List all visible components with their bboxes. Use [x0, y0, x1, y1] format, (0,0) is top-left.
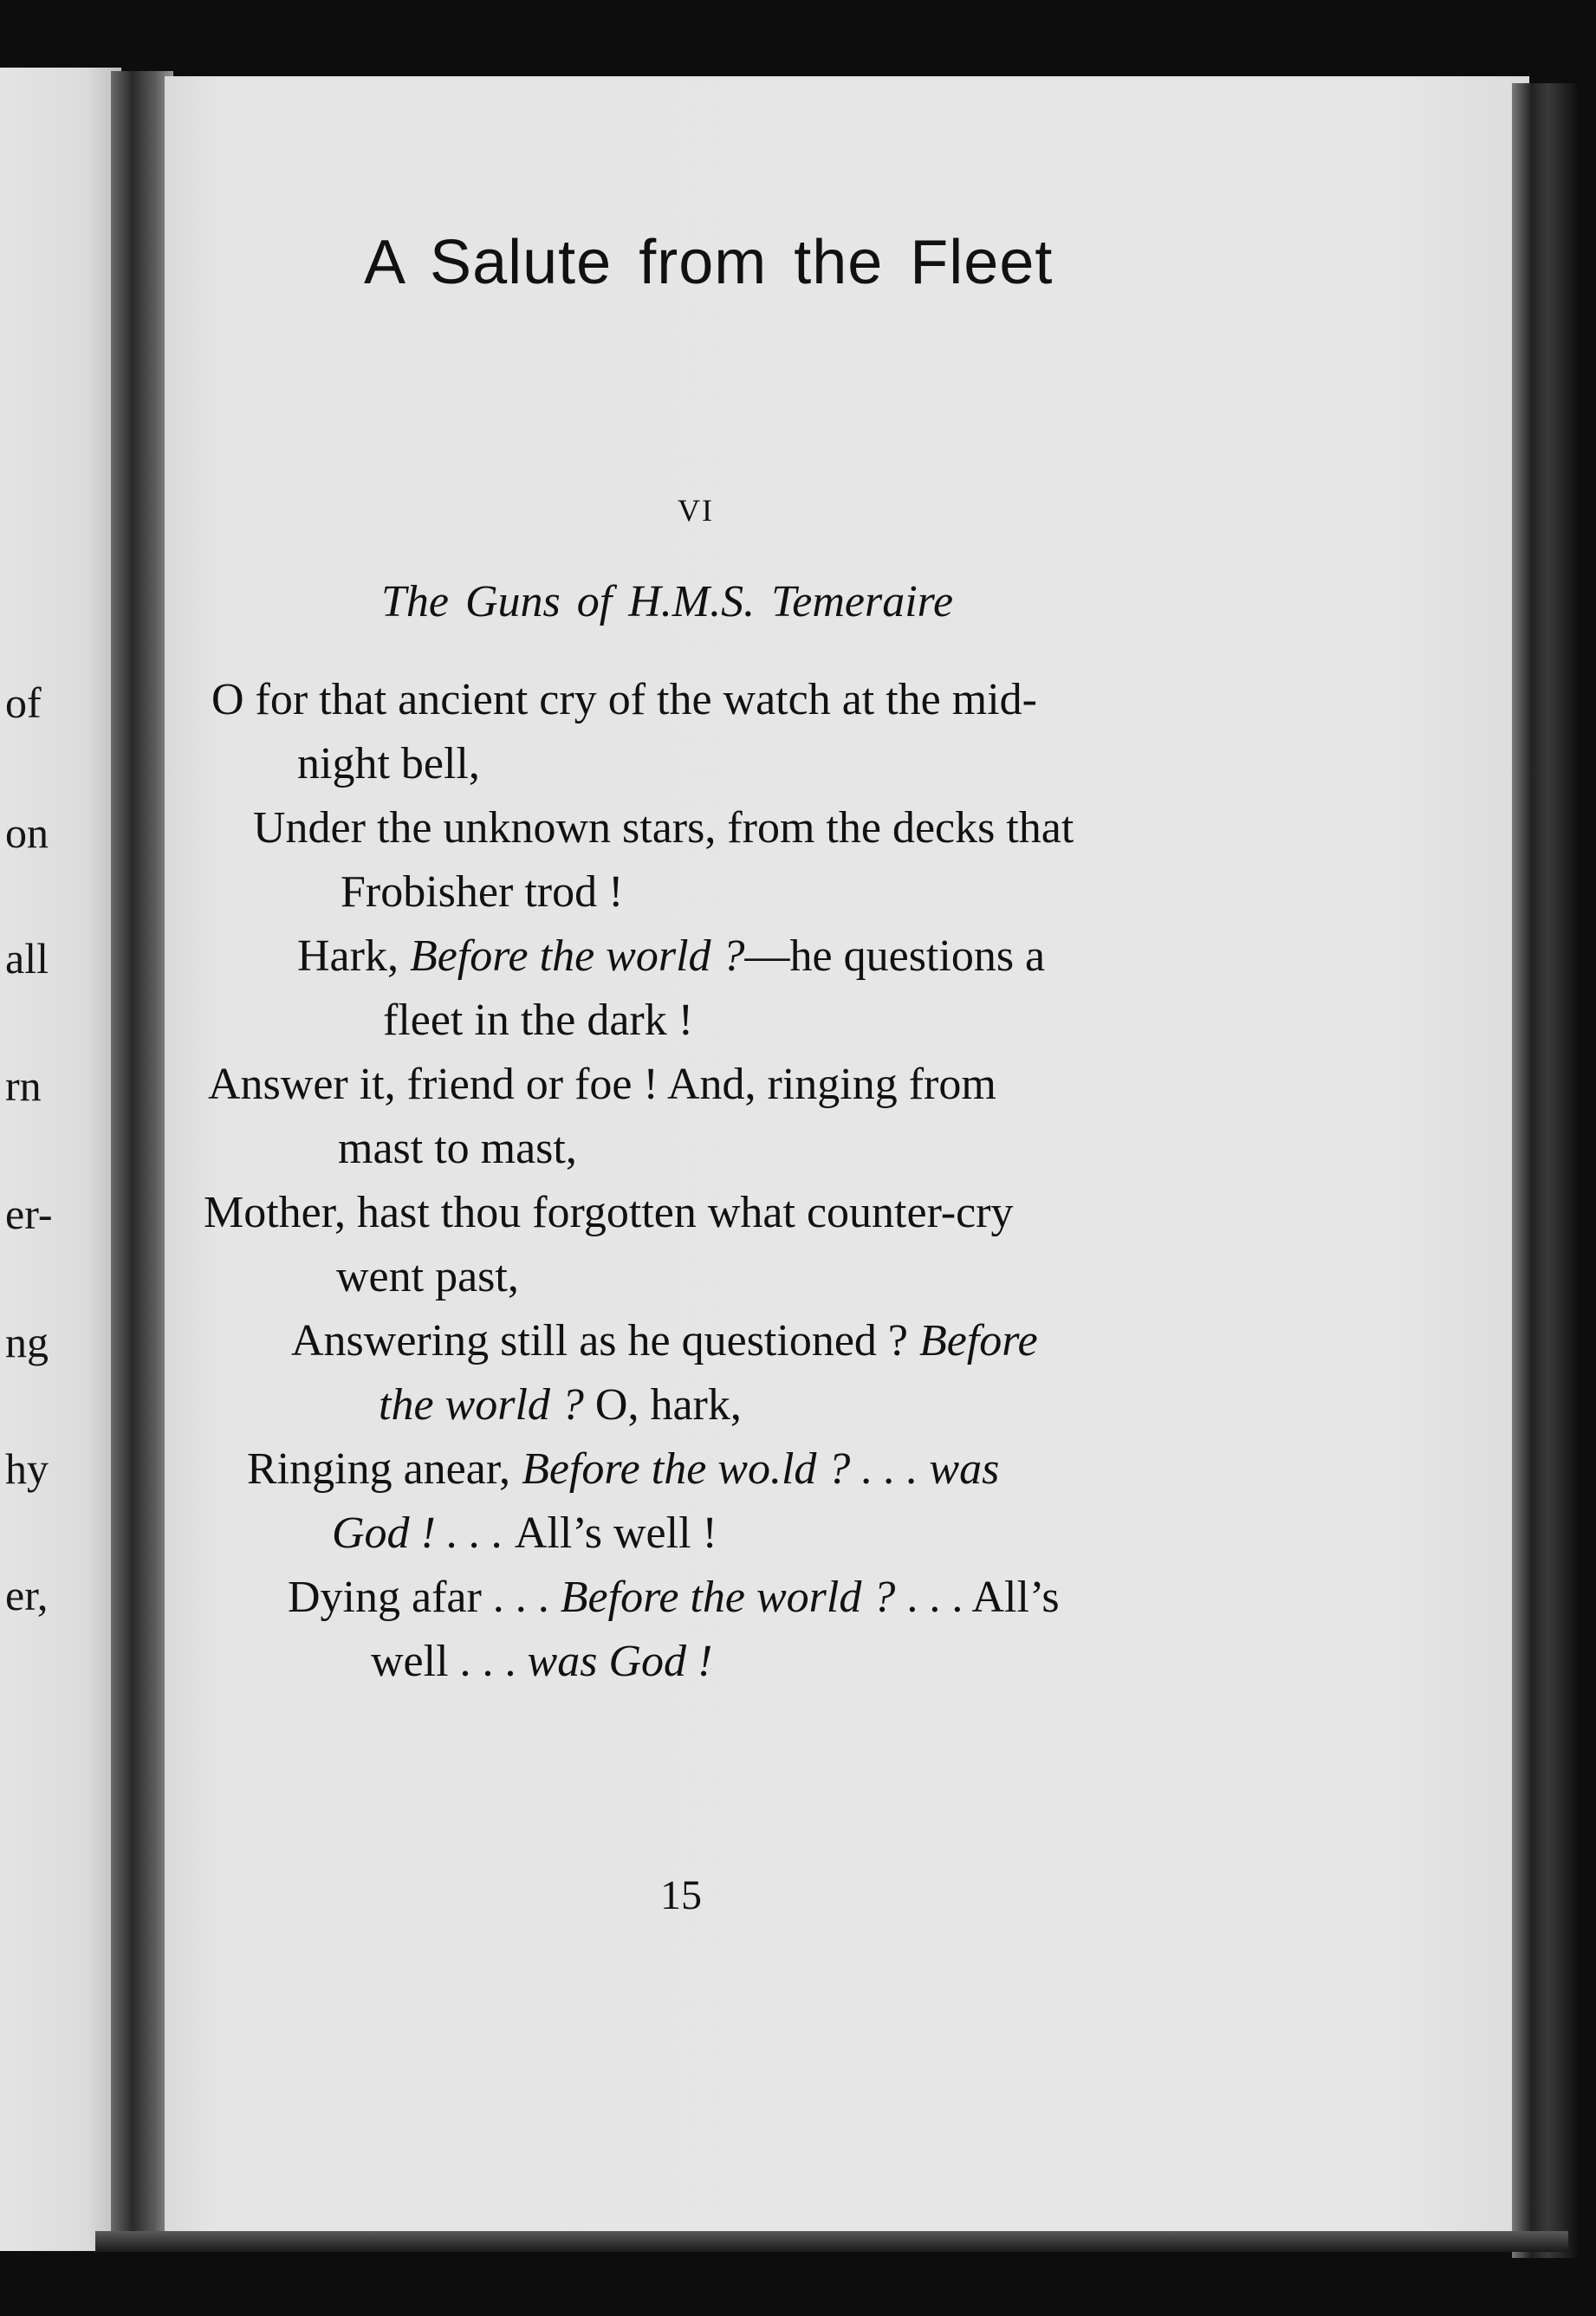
poem-title: The Guns of H.M.S. Temeraire	[381, 577, 954, 626]
poem-text: well . . .	[371, 1637, 528, 1686]
left-page-fragment: er-	[5, 1190, 53, 1238]
poem-line	[332, 1508, 717, 1559]
poem-line	[379, 1379, 742, 1430]
running-title: A Salute from the Fleet	[364, 228, 1054, 297]
page-edge-shadow	[1512, 83, 1577, 2258]
left-page-fragment: er,	[5, 1571, 49, 1619]
poem-text: —he questions a	[744, 931, 1046, 981]
poem-text: All’s well !	[514, 1508, 717, 1558]
poem-italic-text: the world ?	[379, 1380, 584, 1430]
poem-line: fleet in the dark !	[383, 996, 694, 1045]
poem-italic-text: Before the world ?	[560, 1573, 896, 1622]
left-page-fragment: all	[5, 934, 49, 983]
poem-italic-text: Before	[918, 1316, 1038, 1366]
left-page-fragment: rn	[5, 1061, 42, 1110]
poem-text: O, hark,	[583, 1380, 742, 1430]
left-page-fragment: on	[5, 808, 49, 857]
left-page-fragment: ng	[5, 1318, 49, 1366]
poem-italic-text: God ! . . .	[332, 1508, 515, 1558]
poem-text: Hark,	[297, 931, 410, 981]
bottom-page-edge	[95, 2231, 1568, 2252]
poem-text: Answering still as he questioned ?	[291, 1316, 919, 1366]
poem-line	[288, 1572, 1060, 1623]
left-page-fragment: of	[5, 678, 42, 727]
poem-line: O for that ancient cry of the watch at the mid-	[211, 675, 1037, 724]
poem-line	[291, 1315, 1038, 1366]
poem-line	[247, 1443, 999, 1495]
poem-text: Ringing anear,	[247, 1444, 522, 1494]
poem-line: went past,	[336, 1252, 519, 1301]
poem-line: Under the unknown stars, from the decks that	[253, 803, 1074, 853]
left-page-edge	[0, 68, 121, 2251]
poem-text: Dying afar . . .	[288, 1573, 561, 1622]
poem-line: Answer it, friend or foe ! And, ringing from	[208, 1060, 996, 1109]
poem-line	[297, 931, 1045, 982]
poem-line: Mother, hast thou forgotten what counter-cry	[204, 1188, 1014, 1237]
poem-italic-text: was God !	[527, 1637, 713, 1686]
poem-line: night bell,	[297, 739, 480, 788]
poem-line: Frobisher trod !	[341, 867, 624, 917]
section-number: VI	[678, 493, 714, 528]
poem-line: mast to mast,	[338, 1124, 577, 1173]
poem-italic-text: Before the world ?	[409, 931, 745, 981]
left-page-fragment: hy	[5, 1444, 49, 1493]
poem-line	[371, 1636, 712, 1687]
poem-text: . . . All’s	[895, 1573, 1060, 1622]
poem-italic-text: Before the wo.ld ? . . . was	[522, 1444, 1000, 1494]
page-number: 15	[660, 1872, 702, 1918]
